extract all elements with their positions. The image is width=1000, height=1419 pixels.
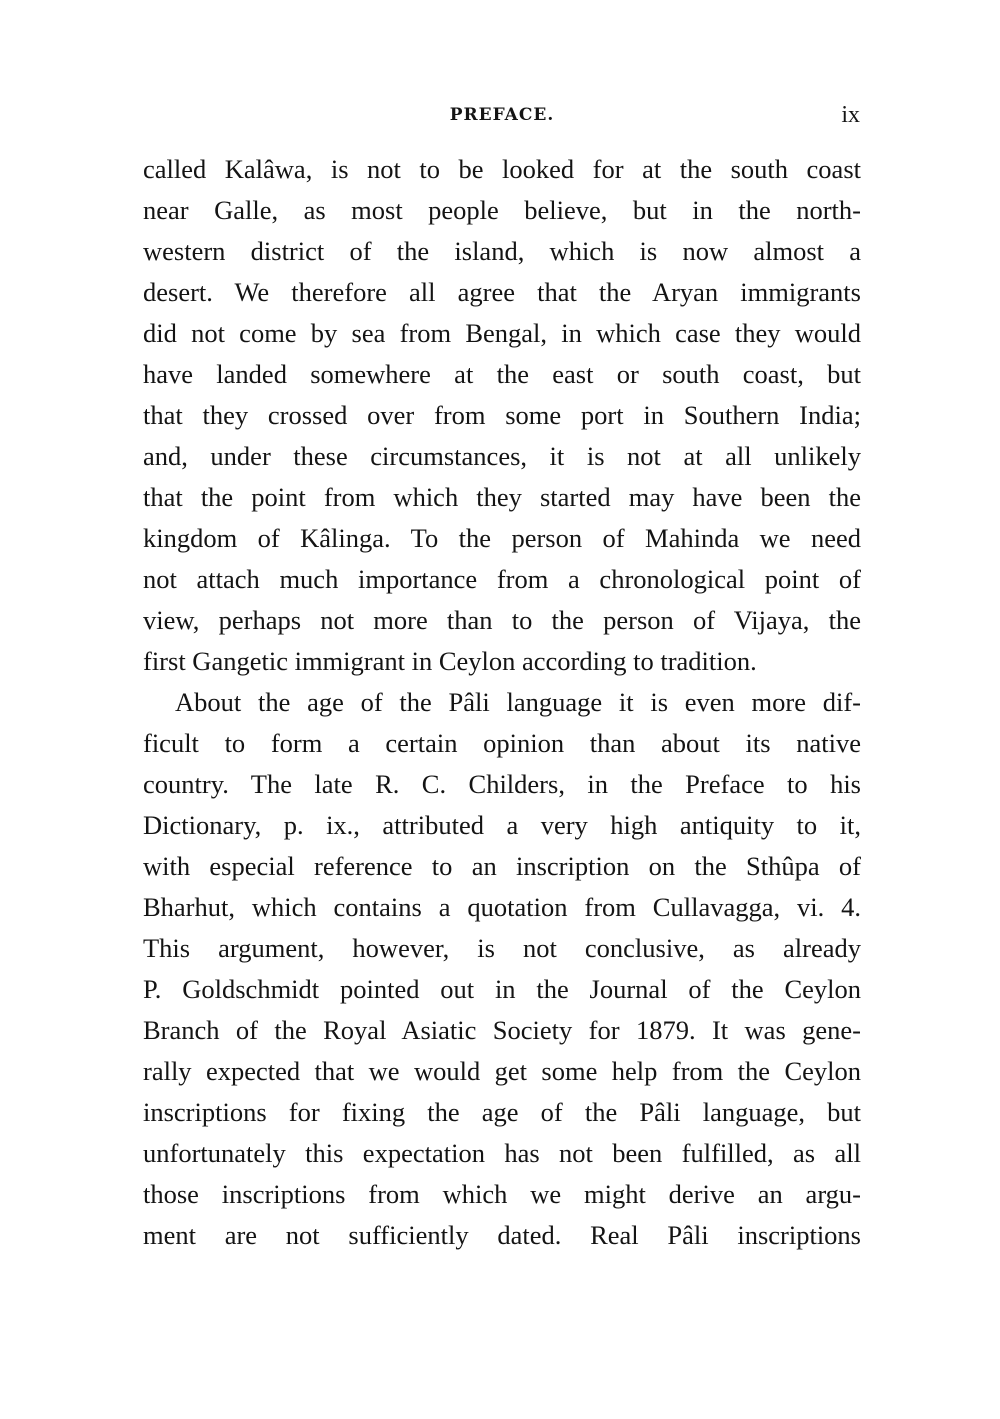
text-line: near Galle, as most people believe, but in the north- bbox=[143, 195, 861, 225]
body-text bbox=[143, 149, 861, 1256]
text-line: that the point from which they started may have been the bbox=[143, 482, 861, 512]
running-title: PREFACE. bbox=[449, 105, 555, 125]
text-line: desert. We therefore all agree that the Aryan immigrants bbox=[143, 277, 861, 307]
text-line: unfortunately this expectation has not been fulfilled, as all bbox=[143, 1138, 861, 1168]
text-line: did not come by sea from Bengal, in which case they would bbox=[143, 318, 861, 348]
text-line: have landed somewhere at the east or south coast, but bbox=[143, 359, 861, 389]
text-line: ment are not sufficiently dated. Real Pâli inscriptions bbox=[143, 1220, 861, 1250]
text-line: kingdom of Kâlinga. To the person of Mahinda we need bbox=[143, 523, 861, 553]
text-line: Dictionary, p. ix., attributed a very high antiquity to it, bbox=[143, 810, 861, 840]
paragraph-start-line: About the age of the Pâli language it is even more dif- bbox=[175, 687, 861, 717]
text-line: rally expected that we would get some help from the Ceylon bbox=[143, 1056, 861, 1086]
text-line: country. The late R. C. Childers, in the Preface to his bbox=[143, 769, 861, 799]
text-line: This argument, however, is not conclusive, as already bbox=[143, 933, 861, 963]
text-line: P. Goldschmidt pointed out in the Journal of the Ceylon bbox=[143, 974, 861, 1004]
text-line: that they crossed over from some port in Southern India; bbox=[143, 400, 861, 430]
text-line: those inscriptions from which we might derive an argu- bbox=[143, 1179, 861, 1209]
text-line: view, perhaps not more than to the person of Vijaya, the bbox=[143, 605, 861, 635]
running-head bbox=[144, 100, 860, 130]
text-line: inscriptions for fixing the age of the Pâli language, but bbox=[143, 1097, 861, 1127]
text-line: western district of the island, which is now almost a bbox=[143, 236, 861, 266]
page-number: ix bbox=[841, 102, 860, 128]
text-line: Branch of the Royal Asiatic Society for 1879. It was gene- bbox=[143, 1015, 861, 1045]
paragraph-end-line: first Gangetic immigrant in Ceylon according to tradition. bbox=[143, 646, 757, 676]
text-line: Bharhut, which contains a quotation from Cullavagga, vi. 4. bbox=[143, 892, 861, 922]
text-line: called Kalâwa, is not to be looked for at the south coast bbox=[143, 154, 861, 184]
text-line: not attach much importance from a chronological point of bbox=[143, 564, 861, 594]
text-line: and, under these circumstances, it is not at all unlikely bbox=[143, 441, 861, 471]
text-line: ficult to form a certain opinion than about its native bbox=[143, 728, 861, 758]
text-line: with especial reference to an inscription on the Sthûpa of bbox=[143, 851, 861, 881]
